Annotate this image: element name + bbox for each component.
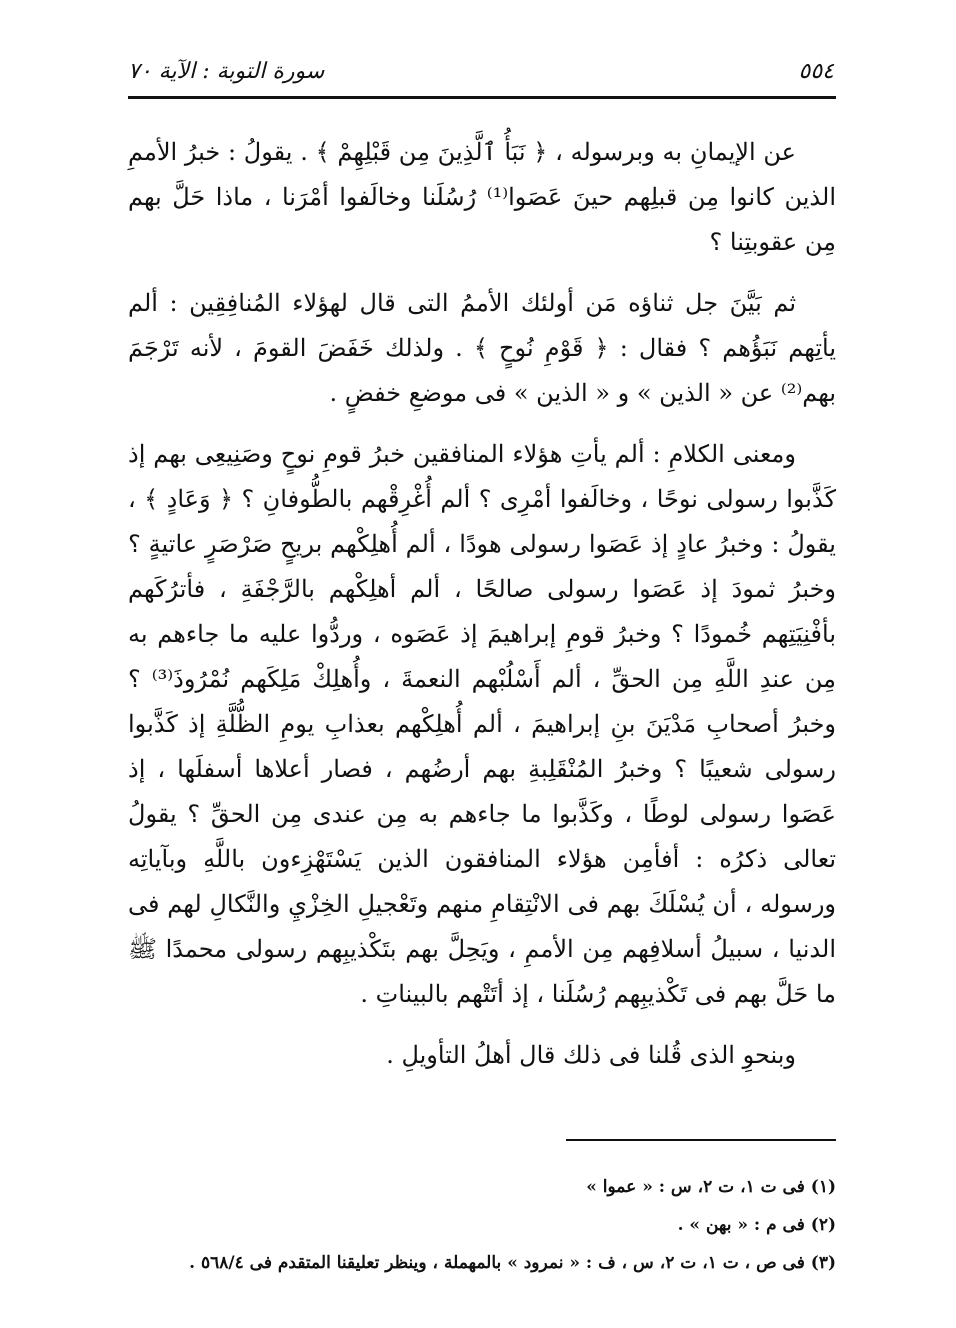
footnotes xyxy=(128,1168,836,1282)
footnote-rule xyxy=(566,1139,836,1141)
paragraph-4: وبنحوِ الذى قُلنا فى ذلك قال أهلُ التأويلِ . xyxy=(386,1041,796,1069)
running-title: سورة التوبة : الآية ٧٠ xyxy=(128,58,325,84)
page-header xyxy=(128,48,834,94)
paragraph-1: عن الإيمانِ به وبرسوله ، ﴿ نَبَأُ ٱلَّذِينَ مِن قَبْلِهِمْ ﴾ . يقولُ : خبرُ الأممِ الذين كانوا مِن قبلِهم حينَ عَصَوا⁽¹⁾ رُسُلَنا وخالَفوا أمْرَنا ، ماذا حَلَّ بهم مِن عقوبتِنا ؟ xyxy=(128,138,837,256)
footnote-3: (٣) فى ص ، ت ١، ت ٢، س ، ف : « نمرود » بالمهملة ، وينظر تعليقنا المتقدم فى ٥٦٨/٤ . xyxy=(189,1253,836,1273)
paragraph-3: ومعنى الكلامِ : ألم يأتِ هؤلاء المنافقين خبرُ قومِ نوحٍ وصَنِيعِى بهم إذ كَذَّبوا رسولى نوحًا ، وخالَفوا أمْرِى ؟ ألم أُغْرِقْهم بالطُّوفانِ ؟ ﴿ وَعَادٍ ﴾ ، يقولُ : وخبرُ عادٍ إذ عَصَوا رسولى هودًا ، ألم أُهلِكْهم بريحٍ صَرْصَرٍ عاتيةٍ ؟ وخبرُ ثمودَ إذ عَصَوا رسولى صالحًا ، ألم أهلِكْهم بالرَّجْفَةِ ، فأترُكَهم بأفْنِيَتِهم خُمودًا ؟ وخبرُ قومِ إبراهيمَ إذ عَصَوه ، وردُّوا عليه ما جاءهم به مِن عندِ اللَّهِ مِن الحقِّ ، ألم أَسْلُبْهم النعمةَ ، وأُهلِكْ مَلِكَهم نُمْرُوذَ⁽³⁾ ؟ وخبرُ أصحابِ مَدْيَنَ بنِ إبراهيمَ ، ألم أُهلِكْهم بعذابِ يومِ الظُّلَّةِ إذ كَذَّبوا رسولى شعيبًا ؟ وخبرُ المُنْقَلِبةِ بهم أرضُهم ، فصار أعلاها أسفلَها ، إذ عَصَوا رسولى لوطًا ، وكَذَّبوا ما جاءهم به مِن عندى مِن الحقِّ ؟ يقولُ تعالى ذكرُه : أفأمِن هؤلاء المنافقون الذين يَسْتَهْزِءون باللَّهِ وبآياتِه ورسوله ، أن يُسْلَكَ بهم فى الانْتِقامِ منهم وتَعْجيلِ الخِزْيِ والنَّكالِ لهم فى الدنيا ، سبيلُ أسلافِهم مِن الأممِ ، ويَحِلَّ بهم بتَكْذيبِهم رسولى محمدًا ﷺ ما حَلَّ بهم فى تَكْذيبِهم رُسُلَنا ، إذ أتَتْهم بالبيناتِ . xyxy=(128,440,837,1008)
footnote-2: (٢) فى م : « بهن » . xyxy=(677,1215,836,1235)
header-rule xyxy=(128,96,836,99)
paragraph-2: ثم بَيَّنَ جل ثناؤه مَن أولئك الأممُ التى قال لهؤلاء المُنافِقِين : ألم يأتِهم نَبَؤُهم ؟ فقال : ﴿ قَوْمِ نُوحٍ ﴾ . ولذلك خَفَضَ القومَ ، لأنه تَرْجَمَ بهم⁽²⁾ عن « الذين » و « الذين » فى موضعِ خفضٍ . xyxy=(128,289,836,407)
body-text xyxy=(128,130,836,1078)
footnote-1: (١) فى ت ١، ت ٢، س : « عموا » xyxy=(586,1177,836,1197)
page-number: ٥٥٤ xyxy=(798,58,834,84)
